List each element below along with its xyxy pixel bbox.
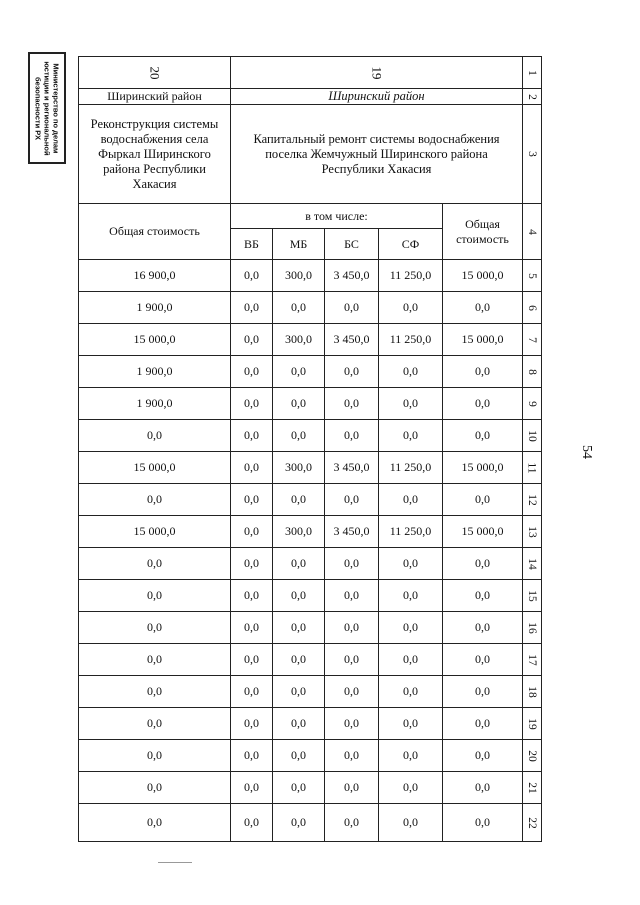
ministry-stamp <box>28 52 66 164</box>
table-row <box>79 548 542 580</box>
table-cell: 0,0 <box>79 420 231 452</box>
table-cell: 0,0 <box>79 740 231 772</box>
table-cell: 0,0 <box>79 548 231 580</box>
stamp-text <box>34 61 61 155</box>
table-cell: 0,0 <box>443 676 523 708</box>
table-cell: 0,0 <box>325 580 379 612</box>
table-cell: 0,0 <box>443 612 523 644</box>
column-number-right: 19 <box>231 57 523 89</box>
table-cell: 0,0 <box>443 580 523 612</box>
table-cell: 0,0 <box>325 484 379 516</box>
table-cell: 0,0 <box>273 644 325 676</box>
table-cell: 0,0 <box>231 804 273 842</box>
row-index: 6 <box>523 292 542 324</box>
table-cell: 0,0 <box>231 484 273 516</box>
district-left: Ширинский район <box>79 89 231 105</box>
table-cell: 0,0 <box>379 356 443 388</box>
row-index: 18 <box>523 676 542 708</box>
table-cell: 15 000,0 <box>79 516 231 548</box>
table-row <box>79 580 542 612</box>
table-cell: 0,0 <box>443 708 523 740</box>
row-index: 13 <box>523 516 542 548</box>
table-row <box>79 260 542 292</box>
row-index: 20 <box>523 740 542 772</box>
table-cell: 0,0 <box>379 708 443 740</box>
table-cell: 0,0 <box>325 676 379 708</box>
row-index: 7 <box>523 324 542 356</box>
table-cell: 1 900,0 <box>79 292 231 324</box>
table-cell: 0,0 <box>231 388 273 420</box>
table-cell: 0,0 <box>379 644 443 676</box>
page-number: 54 <box>579 445 594 459</box>
row-index: 2 <box>523 89 542 105</box>
table-cell: 0,0 <box>273 420 325 452</box>
row-index: 11 <box>523 452 542 484</box>
table-cell: 0,0 <box>273 580 325 612</box>
table-cell: 0,0 <box>231 708 273 740</box>
table-cell: 0,0 <box>325 292 379 324</box>
table-cell: 16 900,0 <box>79 260 231 292</box>
table-cell: 300,0 <box>273 324 325 356</box>
table-cell: 0,0 <box>231 420 273 452</box>
table-cell: 0,0 <box>325 740 379 772</box>
stamp-line: безопасности РХ <box>33 76 43 140</box>
table-row <box>79 484 542 516</box>
total-cost-header-left: Общая стоимость <box>79 204 231 260</box>
table-cell: 0,0 <box>79 676 231 708</box>
table-cell: 0,0 <box>231 324 273 356</box>
row-index: 4 <box>523 204 542 260</box>
table-cell: 11 250,0 <box>379 516 443 548</box>
table-cell: 0,0 <box>79 612 231 644</box>
table-cell: 15 000,0 <box>79 324 231 356</box>
table-cell: 0,0 <box>379 292 443 324</box>
table-cell: 0,0 <box>443 292 523 324</box>
table-cell: 3 450,0 <box>325 516 379 548</box>
table-cell: 0,0 <box>231 740 273 772</box>
table-cell: 0,0 <box>379 388 443 420</box>
table-row <box>79 612 542 644</box>
table-cell: 0,0 <box>231 452 273 484</box>
table-cell: 0,0 <box>379 740 443 772</box>
table-row <box>79 740 542 772</box>
table-cell: 0,0 <box>443 804 523 842</box>
stamp-line: Министерство по делам <box>51 62 61 154</box>
table-cell: 0,0 <box>379 420 443 452</box>
table-cell: 3 450,0 <box>325 260 379 292</box>
mb-header: МБ <box>273 229 325 260</box>
table-cell: 0,0 <box>79 708 231 740</box>
table-cell: 15 000,0 <box>443 452 523 484</box>
row-index: 8 <box>523 356 542 388</box>
table-cell: 0,0 <box>443 740 523 772</box>
table-cell: 0,0 <box>231 548 273 580</box>
table-cell: 0,0 <box>231 644 273 676</box>
table-cell: 0,0 <box>273 772 325 804</box>
table-cell: 1 900,0 <box>79 356 231 388</box>
table-cell: 0,0 <box>443 548 523 580</box>
table-cell: 0,0 <box>273 292 325 324</box>
table-cell: 0,0 <box>325 356 379 388</box>
table-cell: 0,0 <box>443 644 523 676</box>
table-cell: 0,0 <box>273 612 325 644</box>
table-cell: 0,0 <box>273 708 325 740</box>
table-cell: 15 000,0 <box>443 516 523 548</box>
table-row <box>79 516 542 548</box>
table-cell: 0,0 <box>231 676 273 708</box>
table-cell: 0,0 <box>443 420 523 452</box>
table-cell: 0,0 <box>325 548 379 580</box>
table-cell: 3 450,0 <box>325 324 379 356</box>
table-row <box>79 420 542 452</box>
table-row <box>79 644 542 676</box>
row-index: 9 <box>523 388 542 420</box>
table-row <box>79 772 542 804</box>
table-cell: 11 250,0 <box>379 260 443 292</box>
table-cell: 300,0 <box>273 260 325 292</box>
table-cell: 0,0 <box>79 580 231 612</box>
table-row <box>79 356 542 388</box>
row-index: 5 <box>523 260 542 292</box>
sf-header: СФ <box>379 229 443 260</box>
table-row <box>79 676 542 708</box>
row-index: 3 <box>523 105 542 204</box>
table-cell: 0,0 <box>231 356 273 388</box>
footer-line <box>158 862 192 863</box>
table-row <box>79 804 542 842</box>
table-cell: 0,0 <box>325 388 379 420</box>
row-index: 12 <box>523 484 542 516</box>
table-cell: 11 250,0 <box>379 324 443 356</box>
table-cell: 0,0 <box>231 580 273 612</box>
total-cost-header-right: Общая стоимость <box>443 204 523 260</box>
table-cell: 0,0 <box>79 484 231 516</box>
row-index: 16 <box>523 612 542 644</box>
table-cell: 0,0 <box>273 676 325 708</box>
table-cell: 11 250,0 <box>379 452 443 484</box>
table-cell: 0,0 <box>273 388 325 420</box>
table-cell: 0,0 <box>231 260 273 292</box>
table-cell: 0,0 <box>325 612 379 644</box>
table-cell: 0,0 <box>443 484 523 516</box>
header-row-numbers <box>79 57 542 89</box>
row-index: 19 <box>523 708 542 740</box>
table-cell: 15 000,0 <box>79 452 231 484</box>
table-cell: 0,0 <box>79 644 231 676</box>
district-right: Ширинский район <box>231 89 523 105</box>
table-cell: 0,0 <box>325 644 379 676</box>
bs-header: БС <box>325 229 379 260</box>
table-cell: 0,0 <box>443 388 523 420</box>
table-row <box>79 388 542 420</box>
table-cell: 0,0 <box>273 484 325 516</box>
table-cell: 15 000,0 <box>443 324 523 356</box>
table-cell: 0,0 <box>379 484 443 516</box>
row-index: 10 <box>523 420 542 452</box>
table-cell: 0,0 <box>231 772 273 804</box>
table-cell: 0,0 <box>273 548 325 580</box>
row-index: 15 <box>523 580 542 612</box>
table-cell: 0,0 <box>79 804 231 842</box>
row-index: 17 <box>523 644 542 676</box>
row-index: 22 <box>523 804 542 842</box>
table-cell: 0,0 <box>379 804 443 842</box>
project-description-right: Капитальный ремонт системы водоснабжения поселка Жемчужный Ширинского района Республики Хакасия <box>231 105 523 204</box>
table-row <box>79 708 542 740</box>
stamp-line: юстиции и региональной <box>42 60 52 156</box>
header-row-including <box>79 204 542 229</box>
table-cell: 0,0 <box>231 292 273 324</box>
table-cell: 0,0 <box>443 772 523 804</box>
budget-table <box>78 56 542 842</box>
table-cell: 0,0 <box>379 772 443 804</box>
table-row <box>79 324 542 356</box>
header-row-district <box>79 89 542 105</box>
column-number-left: 20 <box>79 57 231 89</box>
table-cell: 0,0 <box>443 356 523 388</box>
table-cell: 0,0 <box>273 740 325 772</box>
table-cell: 300,0 <box>273 452 325 484</box>
table-cell: 0,0 <box>379 548 443 580</box>
table-cell: 15 000,0 <box>443 260 523 292</box>
vb-header: ВБ <box>231 229 273 260</box>
row-index: 14 <box>523 548 542 580</box>
table-cell: 0,0 <box>379 580 443 612</box>
table-row <box>79 292 542 324</box>
table-cell: 0,0 <box>325 420 379 452</box>
header-row-description <box>79 105 542 204</box>
table-cell: 0,0 <box>231 612 273 644</box>
row-index: 21 <box>523 772 542 804</box>
table-cell: 1 900,0 <box>79 388 231 420</box>
table-cell: 0,0 <box>231 516 273 548</box>
table-cell: 0,0 <box>273 356 325 388</box>
table-cell: 0,0 <box>273 804 325 842</box>
table-cell: 0,0 <box>79 772 231 804</box>
table-cell: 0,0 <box>379 612 443 644</box>
row-index: 1 <box>523 57 542 89</box>
table-cell: 0,0 <box>325 772 379 804</box>
table-cell: 0,0 <box>379 676 443 708</box>
table-row <box>79 452 542 484</box>
table-cell: 0,0 <box>325 708 379 740</box>
including-header: в том числе: <box>231 204 443 229</box>
table-cell: 3 450,0 <box>325 452 379 484</box>
project-description-left: Реконструкция системы водоснабжения села Фыркал Ширинского района Республики Хакасия <box>79 105 231 204</box>
table-cell: 300,0 <box>273 516 325 548</box>
table-cell: 0,0 <box>325 804 379 842</box>
